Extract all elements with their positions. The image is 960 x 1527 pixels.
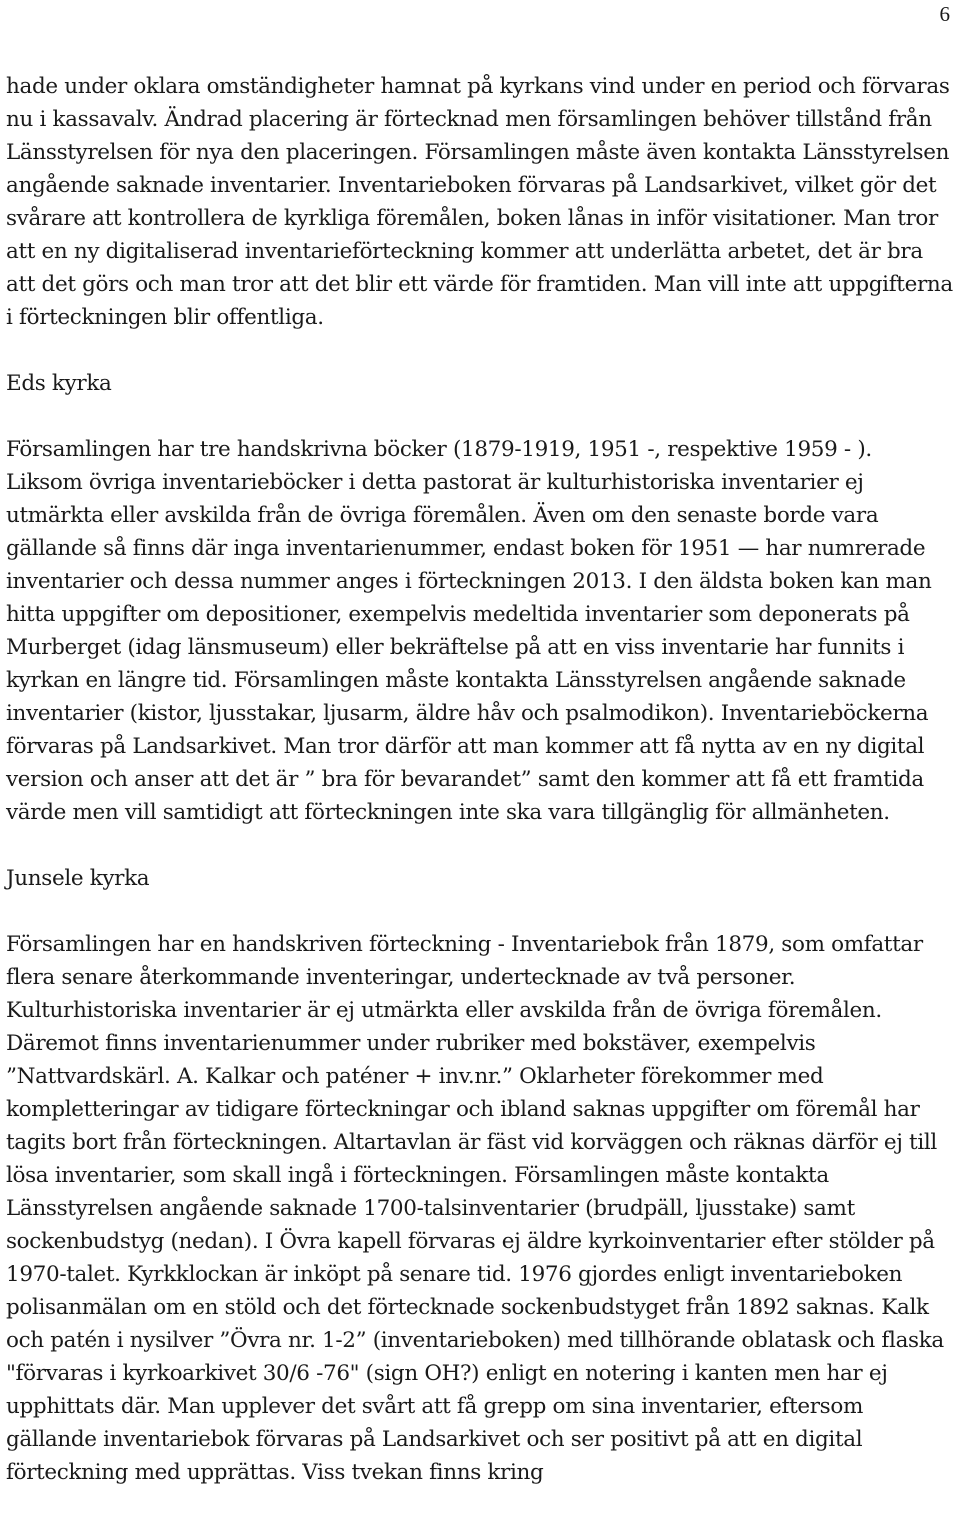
paragraph-spacer (6, 400, 954, 433)
section-heading-eds-kyrka: Eds kyrka (6, 371, 112, 396)
paragraph-junsele-kyrka: Församlingen har en handskriven förteckning - Inventariebok från 1879, som omfattar flera senare återkommande inventeringar, undertecknade av två personer. Kulturhistoriska inventarier är ej utmärkta eller avskilda från de övriga föremålen. Däremot finns inventarienummer under rubriker med bokstäver, exempelvis ”Nattvardskärl. A. Kalkar och paténer + inv.nr.” Oklarheter förekommer med kompletteringar av tidigare förteckningar och ibland saknas uppgifter om föremål har tagits bort från förteckningen. Altartavlan är fäst vid korväggen och räknas därför ej till lösa inventarier, som skall ingå i förteckningen. Församlingen måste kontakta Länsstyrelsen angående saknade 1700-talsinventarier (brudpäll, ljusstake) samt sockenbudstyg (nedan). I Övra kapell förvaras ej äldre kyrkoinventarier efter stölder på 1970-talet. Kyrkklockan är inköpt på senare tid. 1976 gjordes enligt inventarieboken polisanmälan om en stöld och det förtecknade sockenbudstyget från 1892 saknas. Kalk och patén i nysilver ”Övra nr. 1-2” (inventarieboken) med tillhörande oblatask och flaska "förvaras i kyrkoarkivet 30/6 -76" (sign OH?) enligt en notering i kanten men har ej upphittats där. Man upplever det svårt att få grepp om sina inventarier, eftersom gällande inventariebok förvaras på Landsarkivet och ser positivt på att en digital förteckning med upprättas. Viss tvekan finns kring (6, 932, 944, 1485)
paragraph-spacer (6, 334, 954, 367)
section-heading-junsele-kyrka: Junsele kyrka (6, 866, 150, 891)
paragraph-intro: hade under oklara omständigheter hamnat på kyrkans vind under en period och förvaras nu i kassavalv. Ändrad placering är förtecknad men församlingen behöver tillstånd från Länsstyrelsen för nya den placeringen. Församlingen måste även kontakta Länsstyrelsen angående saknade inventarier. Inventarieboken förvaras på Landsarkivet, vilket gör det svårare att kontrollera de kyrkliga föremålen, boken lånas in inför visitationer. Man tror att en ny digitaliserad inventarieförteckning kommer att underlätta arbetet, det är bra att det görs och man tror att det blir ett värde för framtiden. Man vill inte att uppgifterna i förteckningen blir offentliga. (6, 74, 953, 330)
paragraph-spacer (6, 895, 954, 928)
paragraph-eds-kyrka: Församlingen har tre handskrivna böcker (1879-1919, 1951 -, respektive 1959 - ). Liksom övriga inventarieböcker i detta pastorat är kulturhistoriska inventarier ej utmärkta eller avskilda från de övriga föremålen. Även om den senaste borde vara gällande så finns där inga inventarienummer, endast boken för 1951 — har numrerade inventarier och dessa nummer anges i förteckningen 2013. I den äldsta boken kan man hitta uppgifter om depositioner, exempelvis medeltida inventarier som deponerats på Murberget (idag länsmuseum) eller bekräftelse på att en viss inventarie har funnits i kyrkan en längre tid. Församlingen måste kontakta Länsstyrelsen angående saknade inventarier (kistor, ljusstakar, ljusarm, äldre håv och psalmodikon). Inventarieböckerna förvaras på Landsarkivet. Man tror därför att man kommer att få nytta av en ny digital version och anser att det är ” bra för bevarandet” samt den kommer att få ett framtida värde men vill samtidigt att förteckningen inte ska vara tillgänglig för allmänheten. (6, 437, 932, 825)
page-number: 6 (939, 2, 950, 26)
document-body (6, 70, 954, 1489)
paragraph-spacer (6, 829, 954, 862)
